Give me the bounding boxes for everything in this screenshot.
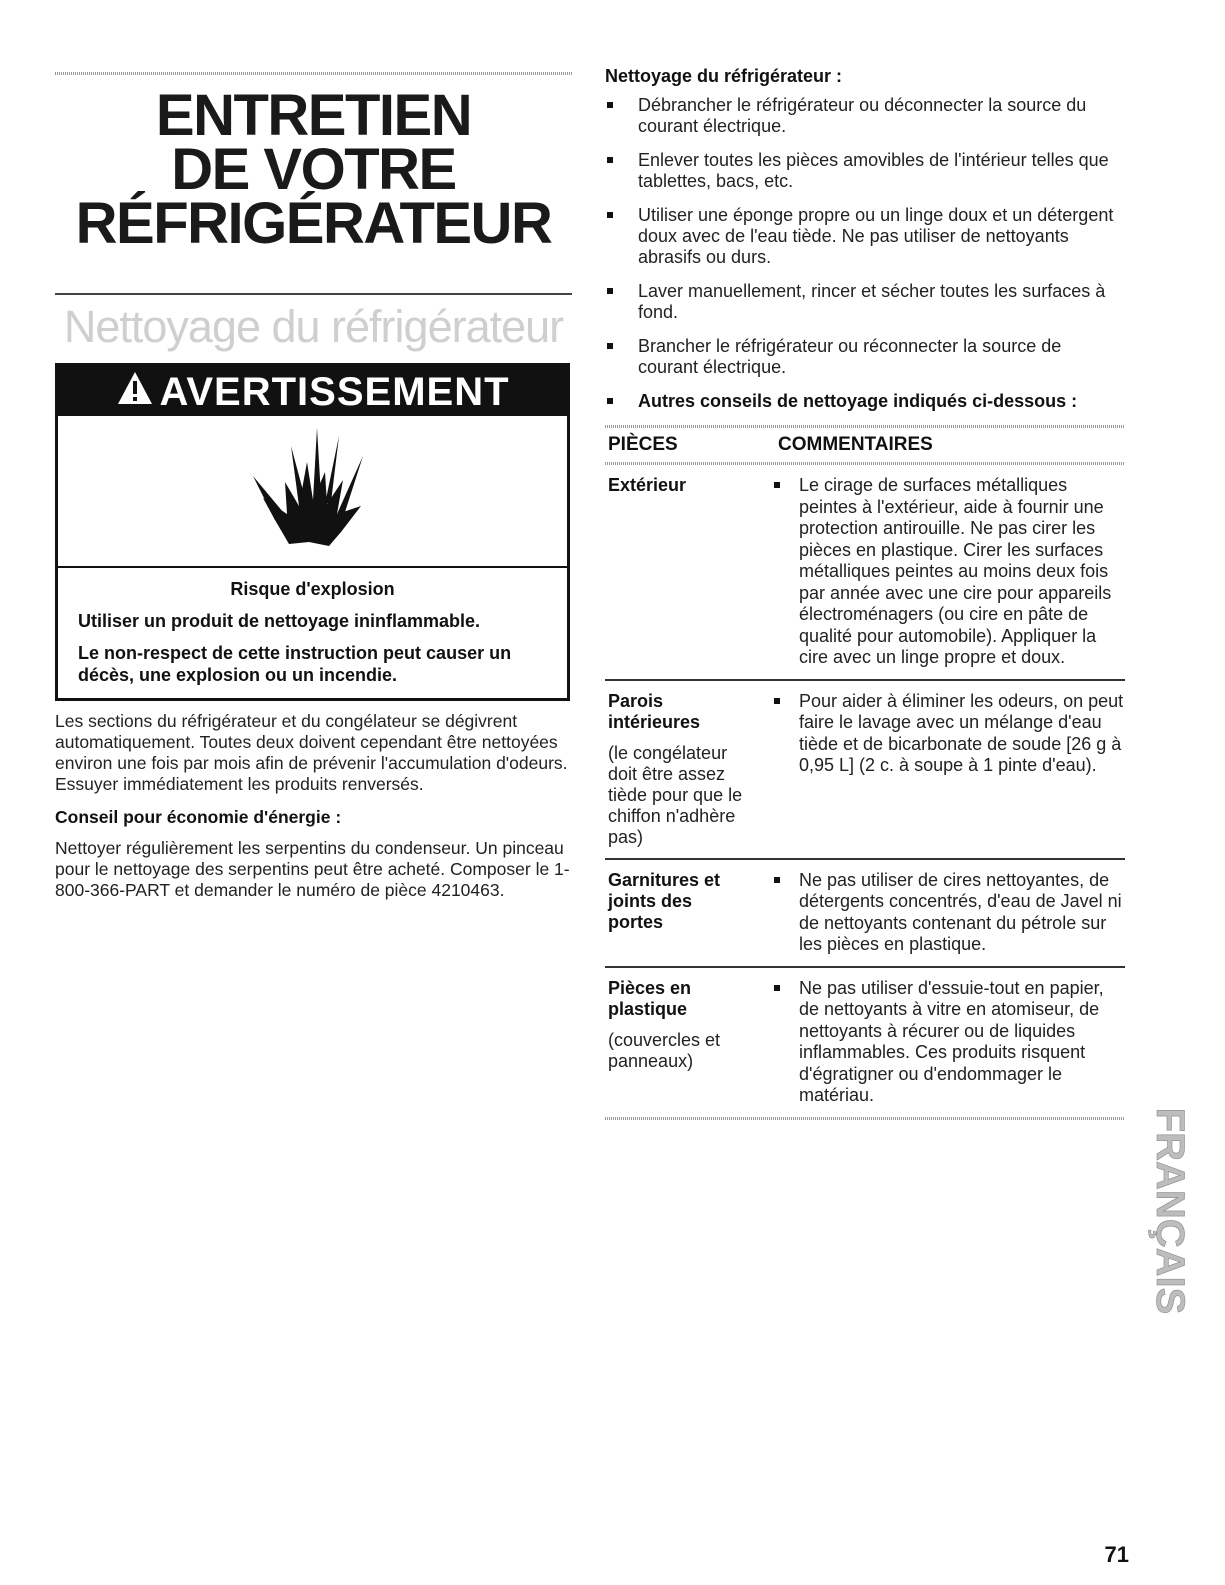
table-row: [605, 465, 1125, 681]
cleaning-table: [605, 425, 1125, 1120]
list-item: [605, 391, 1125, 412]
comment-cell: [771, 870, 1125, 956]
part-name: Pièces en plastique: [608, 977, 692, 1019]
list-item: [605, 281, 1125, 323]
bullet-icon: [607, 212, 613, 218]
bullet-icon: [774, 482, 780, 488]
intro-paragraph: Les sections du réfrigérateur et du congélateur se dégivrent automatiquement. Toutes deux doivent cependant être nettoyées environ une fois par mois afin de prévenir l'accumulation d'odeurs. Essuyer immédiatement les produits renversés.: [55, 711, 568, 794]
part-note: (le congélateur doit être assez tiède pour que le chiffon n'adhère pas): [608, 742, 743, 847]
comment-cell: [771, 691, 1125, 848]
step-text: Laver manuellement, rincer et sécher toutes les surfaces à fond.: [638, 281, 1106, 322]
part-name: Parois intérieures: [608, 690, 701, 732]
title-line-1: ENTRETIEN: [155, 83, 472, 148]
warning-consequence: Le non-respect de cette instruction peut causer un décès, une explosion ou un incendie.: [78, 643, 512, 685]
top-dotted-rule: [55, 72, 572, 75]
list-item: [605, 150, 1125, 192]
part-cell: [605, 691, 771, 848]
explosion-icon: [58, 416, 567, 568]
bullet-icon: [607, 157, 613, 163]
list-item: [605, 336, 1125, 378]
title-line-2: DE VOTRE: [171, 137, 456, 202]
part-cell: [605, 978, 771, 1107]
warning-box: [55, 363, 570, 701]
step-text: Enlever toutes les pièces amovibles de l'intérieur telles que tablettes, bacs, etc.: [638, 150, 1109, 191]
warning-instruction: Utiliser un produit de nettoyage ininflammable.: [78, 611, 481, 631]
step-text: Autres conseils de nettoyage indiqués ci-dessous :: [638, 391, 1078, 411]
comment-text: Pour aider à éliminer les odeurs, on peut faire le lavage avec un mélange d'eau tiède et de bicarbonate de soude [26 g à 0,95 L] (2 c. à soupe à 1 pinte d'eau).: [799, 690, 1124, 775]
page-title: [55, 83, 572, 256]
language-tab-label: FRANÇAIS: [1148, 1107, 1192, 1315]
warning-header: [58, 366, 567, 416]
step-text: Brancher le réfrigérateur ou réconnecter la source de courant électrique.: [638, 336, 1062, 377]
comment-text: Le cirage de surfaces métalliques peintes à l'extérieur, aide à fournir une protection antirouille. Ne pas cirer les pièces en plastique. Cirer les surfaces métalliques peintes au moins deux fois par année avec une cire pour appareils électroménagers (ou cire en pâte de qualité pour automobile). Appliquer la cire avec un linge propre et doux.: [799, 475, 1112, 667]
language-tab: [1148, 1082, 1192, 1340]
title-divider: [55, 293, 572, 295]
bullet-icon: [774, 698, 780, 704]
warning-triangle-icon: [115, 366, 155, 423]
comment-cell: [771, 475, 1125, 669]
comment-cell: [771, 978, 1125, 1107]
bullet-icon: [774, 985, 780, 991]
table-row: [605, 860, 1125, 968]
bullet-icon: [607, 343, 613, 349]
left-column: [55, 72, 572, 901]
part-name: Extérieur: [608, 475, 687, 495]
warning-text: [58, 568, 567, 698]
bullet-icon: [774, 877, 780, 883]
warning-risk-title: Risque d'explosion: [230, 579, 395, 599]
bullet-icon: [607, 288, 613, 294]
comment-text: Ne pas utiliser d'essuie-tout en papier, de nettoyants à vitre en atomiseur, de nettoyants à récurer ou de liquides inflammables. Ces produits risquent d'égratigner ou d'endommager le matériau.: [799, 977, 1104, 1105]
table-bottom-rule: [605, 1117, 1125, 1120]
step-text: Utiliser une éponge propre ou un linge doux et un détergent doux avec de l'eau tiède. Ne pas utiliser de nettoyants abrasifs ou durs.: [638, 205, 1114, 267]
section-heading: Nettoyage du réfrigérateur: [63, 301, 564, 352]
cleaning-steps: [605, 95, 1125, 412]
warning-header-label: AVERTISSEMENT: [159, 370, 510, 414]
part-note: (couvercles et panneaux): [608, 1029, 721, 1071]
list-item: [605, 95, 1125, 137]
right-column: [605, 66, 1125, 1120]
part-cell: [605, 870, 771, 956]
table-row: [605, 968, 1125, 1117]
comment-text: Ne pas utiliser de cires nettoyantes, de détergents concentrés, d'eau de Javel ni de nettoyants contenant du pétrole sur les pièces en plastique.: [799, 869, 1122, 954]
page-number: 71: [1104, 1542, 1129, 1567]
column-header-comments: COMMENTAIRES: [778, 434, 933, 455]
part-cell: [605, 475, 771, 669]
energy-tip-text: Nettoyer régulièrement les serpentins du condenseur. Un pinceau pour le nettoyage des serpentins peut être acheté. Composer le 1-800-366-PART et demander le numéro de pièce 4210463.: [55, 838, 570, 900]
bullet-icon: [607, 398, 613, 404]
bullet-icon: [607, 102, 613, 108]
cleaning-heading: Nettoyage du réfrigérateur :: [605, 66, 843, 86]
column-header-parts: PIÈCES: [608, 434, 678, 455]
energy-tip-heading: Conseil pour économie d'énergie :: [55, 807, 342, 827]
list-item: [605, 205, 1125, 268]
part-name: Garnitures et joints des portes: [608, 869, 721, 932]
table-row: [605, 681, 1125, 860]
title-line-3: RÉFRIGÉRATEUR: [75, 191, 552, 256]
step-text: Débrancher le réfrigérateur ou déconnecter la source du courant électrique.: [638, 95, 1087, 136]
table-header: [605, 428, 1125, 462]
